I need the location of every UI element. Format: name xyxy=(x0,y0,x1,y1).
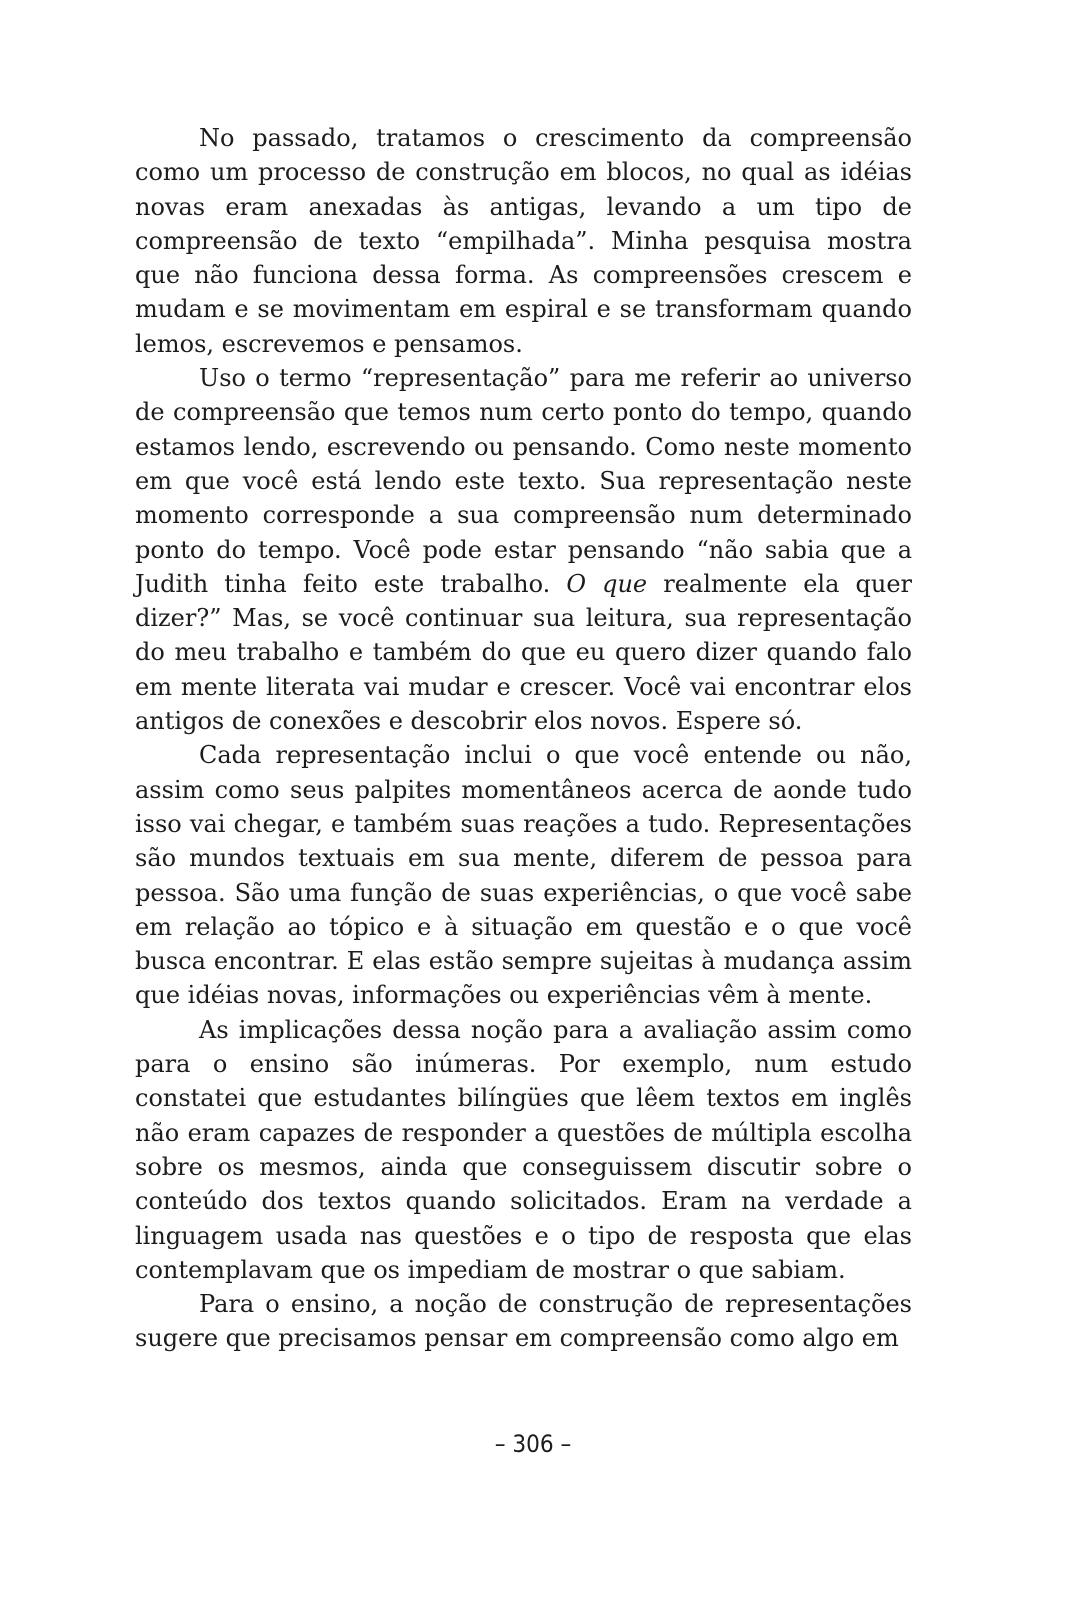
paragraph-4: As implicações dessa noção para a avaliação assim como para o ensino são inúmeras. Por exemplo, num estudo constatei que estudantes bilíngües que lêem textos em inglês não eram capazes de responder a questões de múltipla escolha sobre os mesmos, ainda que conseguissem discutir sobre o conteúdo dos textos quando solicitados. Eram na verdade a linguagem usada nas questões e o tipo de resposta que elas contemplavam que os impediam de mostrar o que sabiam. xyxy=(135,1015,912,1284)
paragraph-2-end: realmente ela quer dizer?” Mas, se você continuar sua leitura, sua representação do meu trabalho e também do que eu quero dizer quando falo em mente literata vai mudar e crescer. Você vai encontrar elos antigos de conexões e descobrir elos novos. Espere só. xyxy=(135,569,913,736)
paragraph-5: Para o ensino, a noção de construção de representações sugere que precisamos pensar em compreensão como algo em xyxy=(135,1290,912,1353)
paragraph-3: Cada representação inclui o que você entende ou não, assim como seus palpites momentâneos acerca de aonde tudo isso vai chegar, e também suas reações a tudo. Representações são mundos textuais em sua mente, diferem de pessoa para pessoa. São uma função de suas experiências, o que você sabe em relação ao tópico e à situação em questão e o que você busca encontrar. E elas estão sempre sujeitas à mudança assim que idéias novas, informações ou experiências vêm à mente. xyxy=(135,741,912,1010)
paragraph-2 xyxy=(135,361,912,738)
paragraph-1: No passado, tratamos o crescimento da compreensão como um processo de construção em blocos, no qual as idéias novas eram anexadas às antigas, levando a um tipo de compreensão de texto “empilhada”. Minha pesquisa mostra que não funciona dessa forma. As compreensões crescem e mudam e se movimentam em espiral e se transformam quando lemos, escrevemos e pensamos. xyxy=(135,124,912,358)
body-text xyxy=(135,121,912,1356)
paragraph-2-start: Uso o termo “representação” para me referir ao universo de compreensão que temos num certo ponto do tempo, quando estamos lendo, escrevendo ou pensando. Como neste momento em que você está lendo este texto. Sua representação neste momento corresponde a sua compreensão num determinado ponto do tempo. Você pode estar pensando “não sabia que a Judith tinha feito este trabalho. xyxy=(135,364,912,598)
paragraph-2-italic: O que xyxy=(566,569,648,598)
page-number: – 306 – xyxy=(494,1430,572,1458)
